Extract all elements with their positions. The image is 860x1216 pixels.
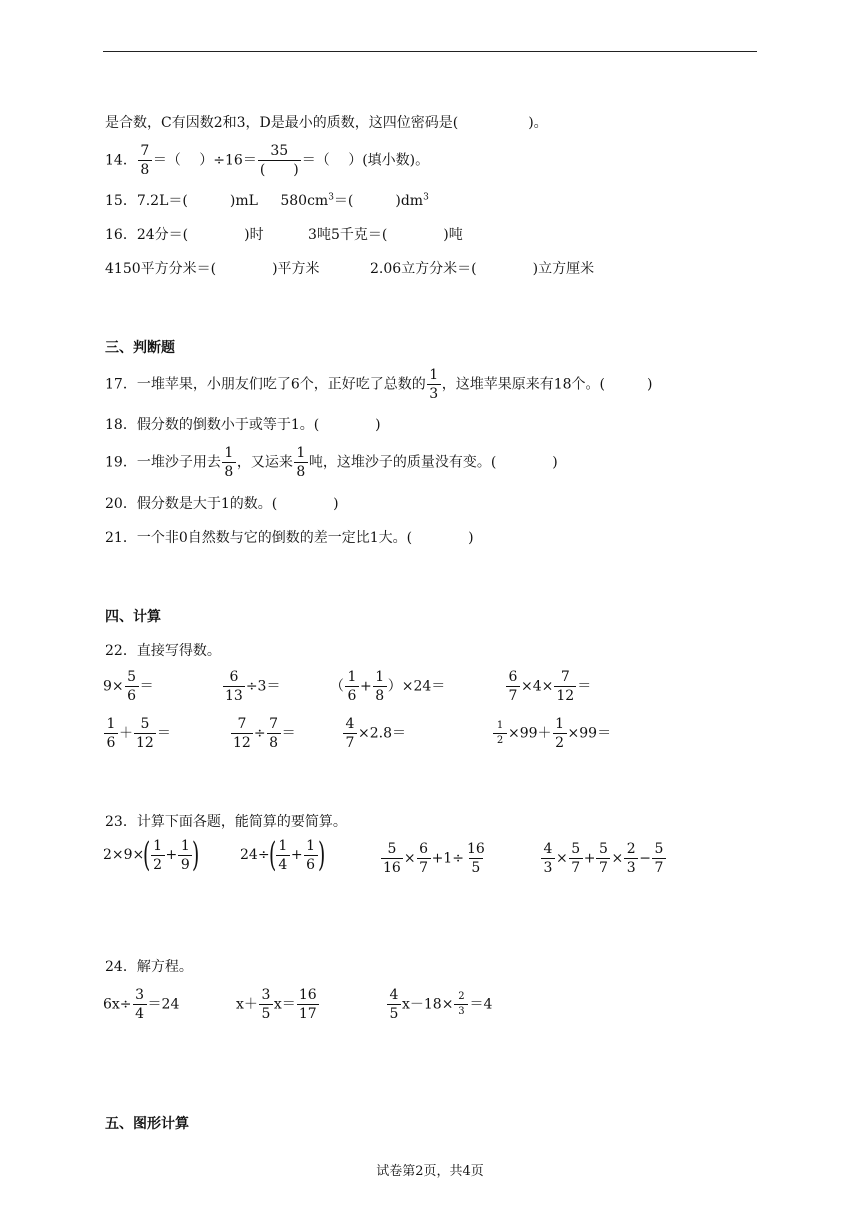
- q22-expr-3: （ $\frac{1}{6}$ + $\frac{1}{8}$ ）×24＝: [330, 669, 446, 704]
- fraction: $\frac{7}{8}$: [138, 144, 152, 177]
- q14: 14． $\frac{7}{8}$ ＝（ ）÷16＝ 35 ( ) ＝（ ）(填小数)。: [105, 143, 430, 178]
- q23-title: 23．计算下面各题，能简算的要简算。: [105, 814, 347, 830]
- fraction: 35 ( ): [259, 143, 299, 178]
- q22-title: 22．直接写得数。: [105, 643, 221, 659]
- q22-expr-4: $\frac{6}{7}$ ×4× $\frac{7}{12}$ ＝: [505, 670, 591, 703]
- q23-expr-4: $\frac{4}{3}$ × $\frac{5}{7}$ + $\frac{5}{7}$ × $\frac{2}{3}$ − $\frac{5}{7}$: [540, 842, 667, 875]
- q16-line2: 4150平方分米＝( )平方米 2.06立方分米＝( )立方厘米: [105, 261, 595, 277]
- q24-title: 24．解方程。: [105, 959, 193, 975]
- q20: 20．假分数是大于1的数。( ): [105, 496, 339, 512]
- q15: 15．7.2L＝( )mL $580cm^3=$( )$dm^3$: [105, 192, 429, 209]
- header-rule: [103, 51, 757, 52]
- section-5-heading: 五、图形计算: [105, 1116, 189, 1132]
- q23-expr-3: $\frac{5}{16}$ × $\frac{6}{7}$ +1÷ $\frac{16}{5}$: [383, 841, 485, 876]
- q19: 19．一堆沙子用去 $\frac{1}{8}$ ，又运来 $\frac{1}{8}$ 吨，这堆沙子的质量没有变。( ): [105, 445, 558, 480]
- q21: 21．一个非0自然数与它的倒数的差一定比1大。( ): [105, 530, 474, 546]
- q22-expr-7: $\frac{4}{7}$ ×2.8＝: [342, 717, 406, 750]
- q24-eq-2: x＋ $\frac{3}{5}$ x＝ $\frac{16}{17}$: [236, 987, 317, 1022]
- q16-line1: 16．24分＝( )时 3吨5千克＝( )吨: [105, 227, 463, 243]
- q22-expr-5: $\frac{1}{6}$ ＋ $\frac{5}{12}$ ＝: [103, 717, 171, 750]
- q22-expr-8: $\frac{1}{2}$ ×99＋ $\frac{1}{2}$ ×99＝: [492, 717, 611, 750]
- page-footer: 试卷第2页，共4页: [376, 1164, 484, 1179]
- q22-expr-1: 9× $\frac{5}{6}$ ＝: [103, 669, 154, 704]
- q18: 18．假分数的倒数小于或等于1。( ): [105, 417, 381, 433]
- q23-expr-2: 24÷( $\frac{1}{4}$ + $\frac{1}{6}$ ): [240, 835, 325, 875]
- q22-expr-2: $\frac{6}{13}$ ÷3＝: [225, 669, 281, 704]
- q23-expr-1: 2×9×( $\frac{1}{2}$ + $\frac{1}{9}$ ): [103, 835, 200, 875]
- q24-eq-1: 6x÷ $\frac{3}{4}$ ＝24: [103, 987, 180, 1022]
- q13-tail: 是合数，C有因数2和3，D是最小的质数，这四位密码是( )。: [105, 115, 548, 131]
- section-3-heading: 三、判断题: [105, 340, 175, 356]
- q17: 17．一堆苹果，小朋友们吃了6个，正好吃了总数的 $\frac{1}{3}$ ，这堆苹果原来有18个。( ): [105, 367, 653, 402]
- section-4-heading: 四、计算: [105, 609, 161, 625]
- q22-expr-6: $\frac{7}{12}$ ÷ $\frac{7}{8}$ ＝: [233, 716, 296, 751]
- q24-eq-3: $\frac{4}{5}$ x－18× $\frac{2}{3}$ ＝4: [386, 988, 492, 1021]
